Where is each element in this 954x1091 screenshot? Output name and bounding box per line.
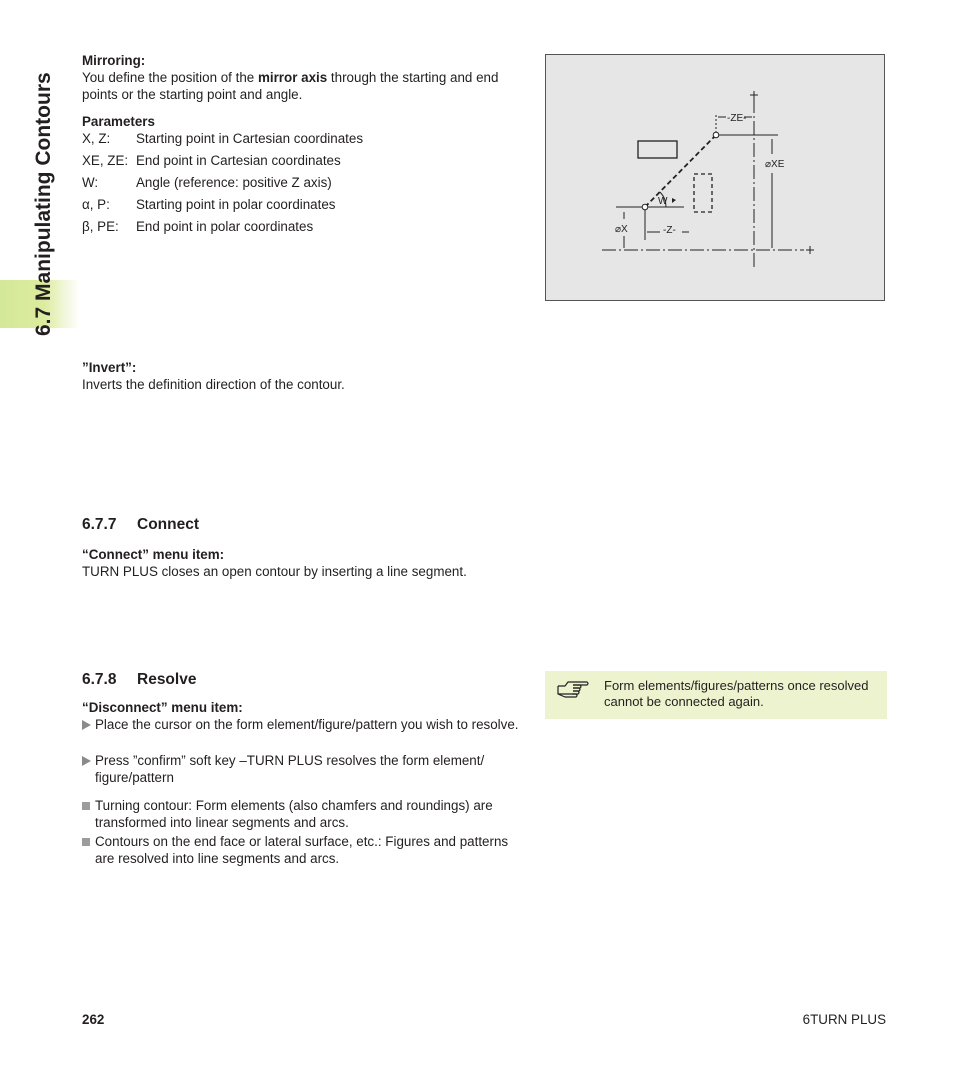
parameter-value: End point in Cartesian coordinates — [136, 153, 341, 168]
connect-menu-heading: “Connect” menu item: — [82, 547, 225, 562]
parameter-key: XE, ZE: — [82, 153, 129, 168]
section-number: 6.7.7 — [82, 516, 117, 533]
instruction-step — [82, 752, 522, 786]
resolve-section-heading — [82, 671, 196, 688]
invert-text: Inverts the definition direction of the contour. — [82, 377, 345, 392]
pointing-hand-icon — [556, 679, 590, 699]
bullet-item — [82, 833, 522, 867]
bullet-square-icon — [82, 802, 90, 810]
x-label: ⌀X — [615, 224, 628, 235]
mirroring-heading: Mirroring: — [82, 53, 146, 68]
step-arrow-icon — [82, 720, 91, 730]
bullet-square-icon — [82, 838, 90, 846]
section-number: 6.7.8 — [82, 671, 117, 688]
mirror-axis-line — [645, 135, 716, 207]
end-point — [713, 132, 719, 138]
note-text: Form elements/figures/patterns once resolved cannot be connected again. — [604, 678, 869, 709]
page-number: 262 — [82, 1012, 105, 1027]
bullet-item — [82, 797, 522, 831]
z-label: -Z- — [663, 225, 676, 236]
mirroring-text-part: through the starting and end points or the starting point and angle. — [82, 70, 499, 102]
bullet-text: Turning contour: Form elements (also chamfers and roundings) are transformed into linear segments and arcs. — [95, 798, 493, 830]
section-title: Resolve — [137, 671, 197, 688]
mirroring-diagram-svg — [546, 55, 884, 300]
mirror-axis-term: mirror axis — [257, 70, 328, 85]
instruction-step — [82, 716, 522, 733]
step-arrow-icon — [82, 756, 91, 766]
mirroring-text-part: You define the position of the — [82, 70, 258, 85]
invert-heading: ”Invert”: — [82, 360, 137, 375]
disconnect-menu-heading: “Disconnect” menu item: — [82, 700, 243, 715]
parameters-heading: Parameters — [82, 114, 155, 129]
connect-text: TURN PLUS closes an open contour by inserting a line segment. — [82, 564, 467, 579]
parameter-row — [82, 152, 341, 169]
bullet-text: Contours on the end face or lateral surface, etc.: Figures and patterns are resolved into line segments and arcs. — [95, 834, 509, 866]
original-element — [638, 141, 677, 158]
start-point — [642, 204, 648, 210]
parameter-row — [82, 196, 336, 213]
note-box — [545, 671, 887, 719]
parameter-row — [82, 174, 332, 191]
parameter-value: Starting point in polar coordinates — [136, 197, 336, 212]
section-title: Connect — [137, 516, 199, 533]
parameter-key: X, Z: — [82, 131, 111, 146]
parameter-value: Starting point in Cartesian coordinates — [136, 131, 364, 146]
mirroring-text — [82, 69, 527, 103]
step-text: Press ”confirm” soft key –TURN PLUS resolves the form element/ figure/pattern — [95, 753, 485, 785]
parameter-row — [82, 130, 363, 147]
parameter-row — [82, 218, 313, 235]
mirroring-diagram — [545, 54, 885, 301]
parameter-key: W: — [82, 175, 99, 190]
xe-label: ⌀XE — [765, 159, 785, 170]
mirrored-element — [694, 174, 712, 212]
ze-label: -ZE- — [727, 113, 747, 124]
parameter-key: α, P: — [82, 197, 110, 212]
parameter-value: Angle (reference: positive Z axis) — [136, 175, 332, 190]
parameter-key: β, PE: — [82, 219, 119, 234]
chapter-title-text: 6.7 Manipulating Contours — [32, 72, 55, 336]
footer-chapter-label: 6TURN PLUS — [802, 1012, 886, 1027]
parameter-value: End point in polar coordinates — [136, 219, 314, 234]
connect-section-heading — [82, 516, 199, 533]
step-text: Place the cursor on the form element/figure/pattern you wish to resolve. — [95, 717, 519, 732]
w-label: W — [658, 196, 668, 207]
